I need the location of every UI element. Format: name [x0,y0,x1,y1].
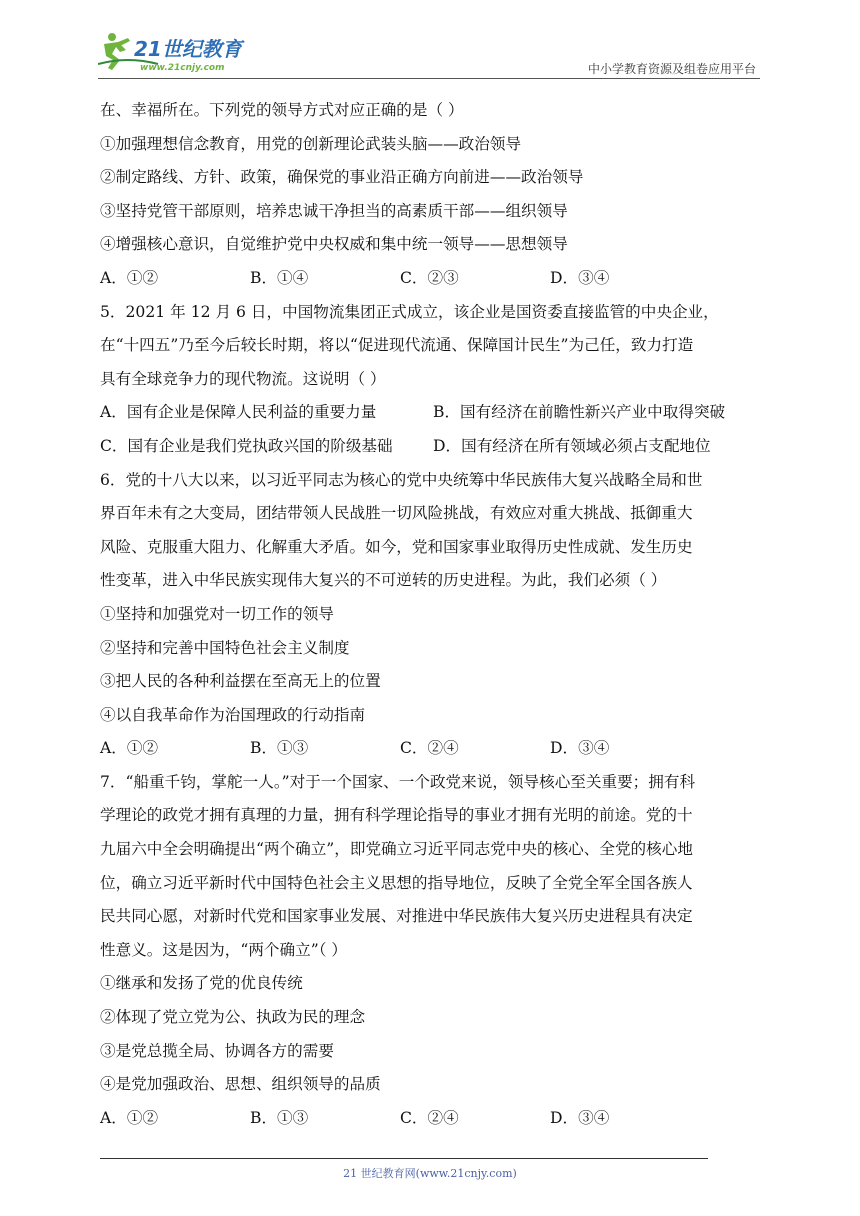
svg-text:www.21cnjy.com: www.21cnjy.com [140,63,225,73]
answer-option: A．国有企业是保障人民利益的重要力量 [100,403,377,422]
answer-option: B．①④ [250,268,309,287]
text-line: 九届六中全会明确提出“两个确立”，即党确立习近平同志党中央的核心、全党的核心地 [100,840,693,859]
text-line: 位，确立习近平新时代中国特色社会主义思想的指导地位，反映了全党全军全国各族人 [100,873,693,892]
text-line: ④以自我革命作为治国理政的行动指南 [100,705,366,724]
platform-title: 中小学教育资源及组卷应用平台 [587,62,756,76]
text-line: 5．2021 年 12 月 6 日，中国物流集团正式成立，该企业是国资委直接监管的中央企业， [100,302,719,321]
answer-options [100,262,770,296]
text-line: 在、幸福所在。下列党的领导方式对应正确的是（ ） [100,101,464,119]
header-divider [98,78,760,79]
text-line: 性变革，进入中华民族实现伟大复兴的不可逆转的历史进程。为此，我们必须（ ） [100,571,667,590]
text-line: ②体现了党立党为公、执政为民的理念 [100,1008,366,1027]
text-line: ③把人民的各种利益摆在至高无上的位置 [100,672,381,691]
answer-option: A．①② [100,268,159,287]
text-line: ③是党总揽全局、协调各方的需要 [100,1041,334,1060]
answer-option: D．③④ [550,268,610,287]
answer-options [100,430,770,464]
text-line: 民共同心愿，对新时代党和国家事业发展、对推进中华民族伟大复兴历史进程具有决定 [100,907,693,926]
answer-option: C．②④ [400,1108,459,1127]
text-line: 在“十四五”乃至今后较长时期，将以“促进现代流通、保障国计民生”为己任，致力打造 [100,336,694,355]
footer-text: 21 世纪教育网(www.21cnjy.com) [343,1167,517,1180]
text-line: ④增强核心意识，自觉维护党中央权威和集中统一领导——思想领导 [100,235,568,254]
text-line: 7．“船重千钧，掌舵一人。”对于一个国家、一个政党来说，领导核心至关重要；拥有科 [100,772,696,791]
text-line: 风险、克服重大阻力、化解重大矛盾。如今，党和国家事业取得历史性成就、发生历史 [100,537,693,556]
page-header [98,28,760,78]
answer-option: B．①③ [250,739,309,758]
answer-option: A．①② [100,739,159,758]
text-line: ①继承和发扬了党的优良传统 [100,974,303,993]
answer-option: B．①③ [250,1108,309,1127]
text-line: 6．党的十八大以来，以习近平同志为核心的党中央统筹中华民族伟大复兴战略全局和世 [100,470,703,489]
answer-option: A．①② [100,1108,159,1127]
answer-options [100,732,770,766]
answer-option: B．国有经济在前瞻性新兴产业中取得突破 [433,403,726,422]
answer-options [100,1102,770,1136]
text-line: ④是党加强政治、思想、组织领导的品质 [100,1075,381,1094]
footer-divider [100,1158,708,1159]
text-line: ①坚持和加强党对一切工作的领导 [100,604,334,623]
text-line: ①加强理想信念教育，用党的创新理论武装头脑——政治领导 [100,134,522,153]
question-content [100,94,770,1135]
text-line: 学理论的政党才拥有真理的力量，拥有科学理论指导的事业才拥有光明的前途。党的十 [100,806,693,825]
svg-text:21世纪教育: 21世纪教育 [134,37,242,61]
answer-option: D．③④ [550,1108,610,1127]
text-line: ②制定路线、方针、政策，确保党的事业沿正确方向前进——政治领导 [100,168,584,187]
text-line: 界百年未有之大变局，团结带领人民战胜一切风险挑战，有效应对重大挑战、抵御重大 [100,504,693,523]
answer-option: D．③④ [550,739,610,758]
text-line: ③坚持党管干部原则，培养忠诚干净担当的高素质干部——组织领导 [100,201,568,220]
answer-option: C．国有企业是我们党执政兴国的阶级基础 [100,436,393,455]
answer-option: C．②④ [400,739,459,758]
text-line: 具有全球竞争力的现代物流。这说明（ ） [100,369,386,388]
logo-21cnjy [98,30,268,74]
answer-options [100,396,770,430]
text-line: 性意义。这是因为，“两个确立”（ ） [100,940,348,959]
answer-option: D．国有经济在所有领域必须占支配地位 [433,436,711,455]
answer-option: C．②③ [400,268,459,287]
text-line: ②坚持和完善中国特色社会主义制度 [100,638,350,657]
